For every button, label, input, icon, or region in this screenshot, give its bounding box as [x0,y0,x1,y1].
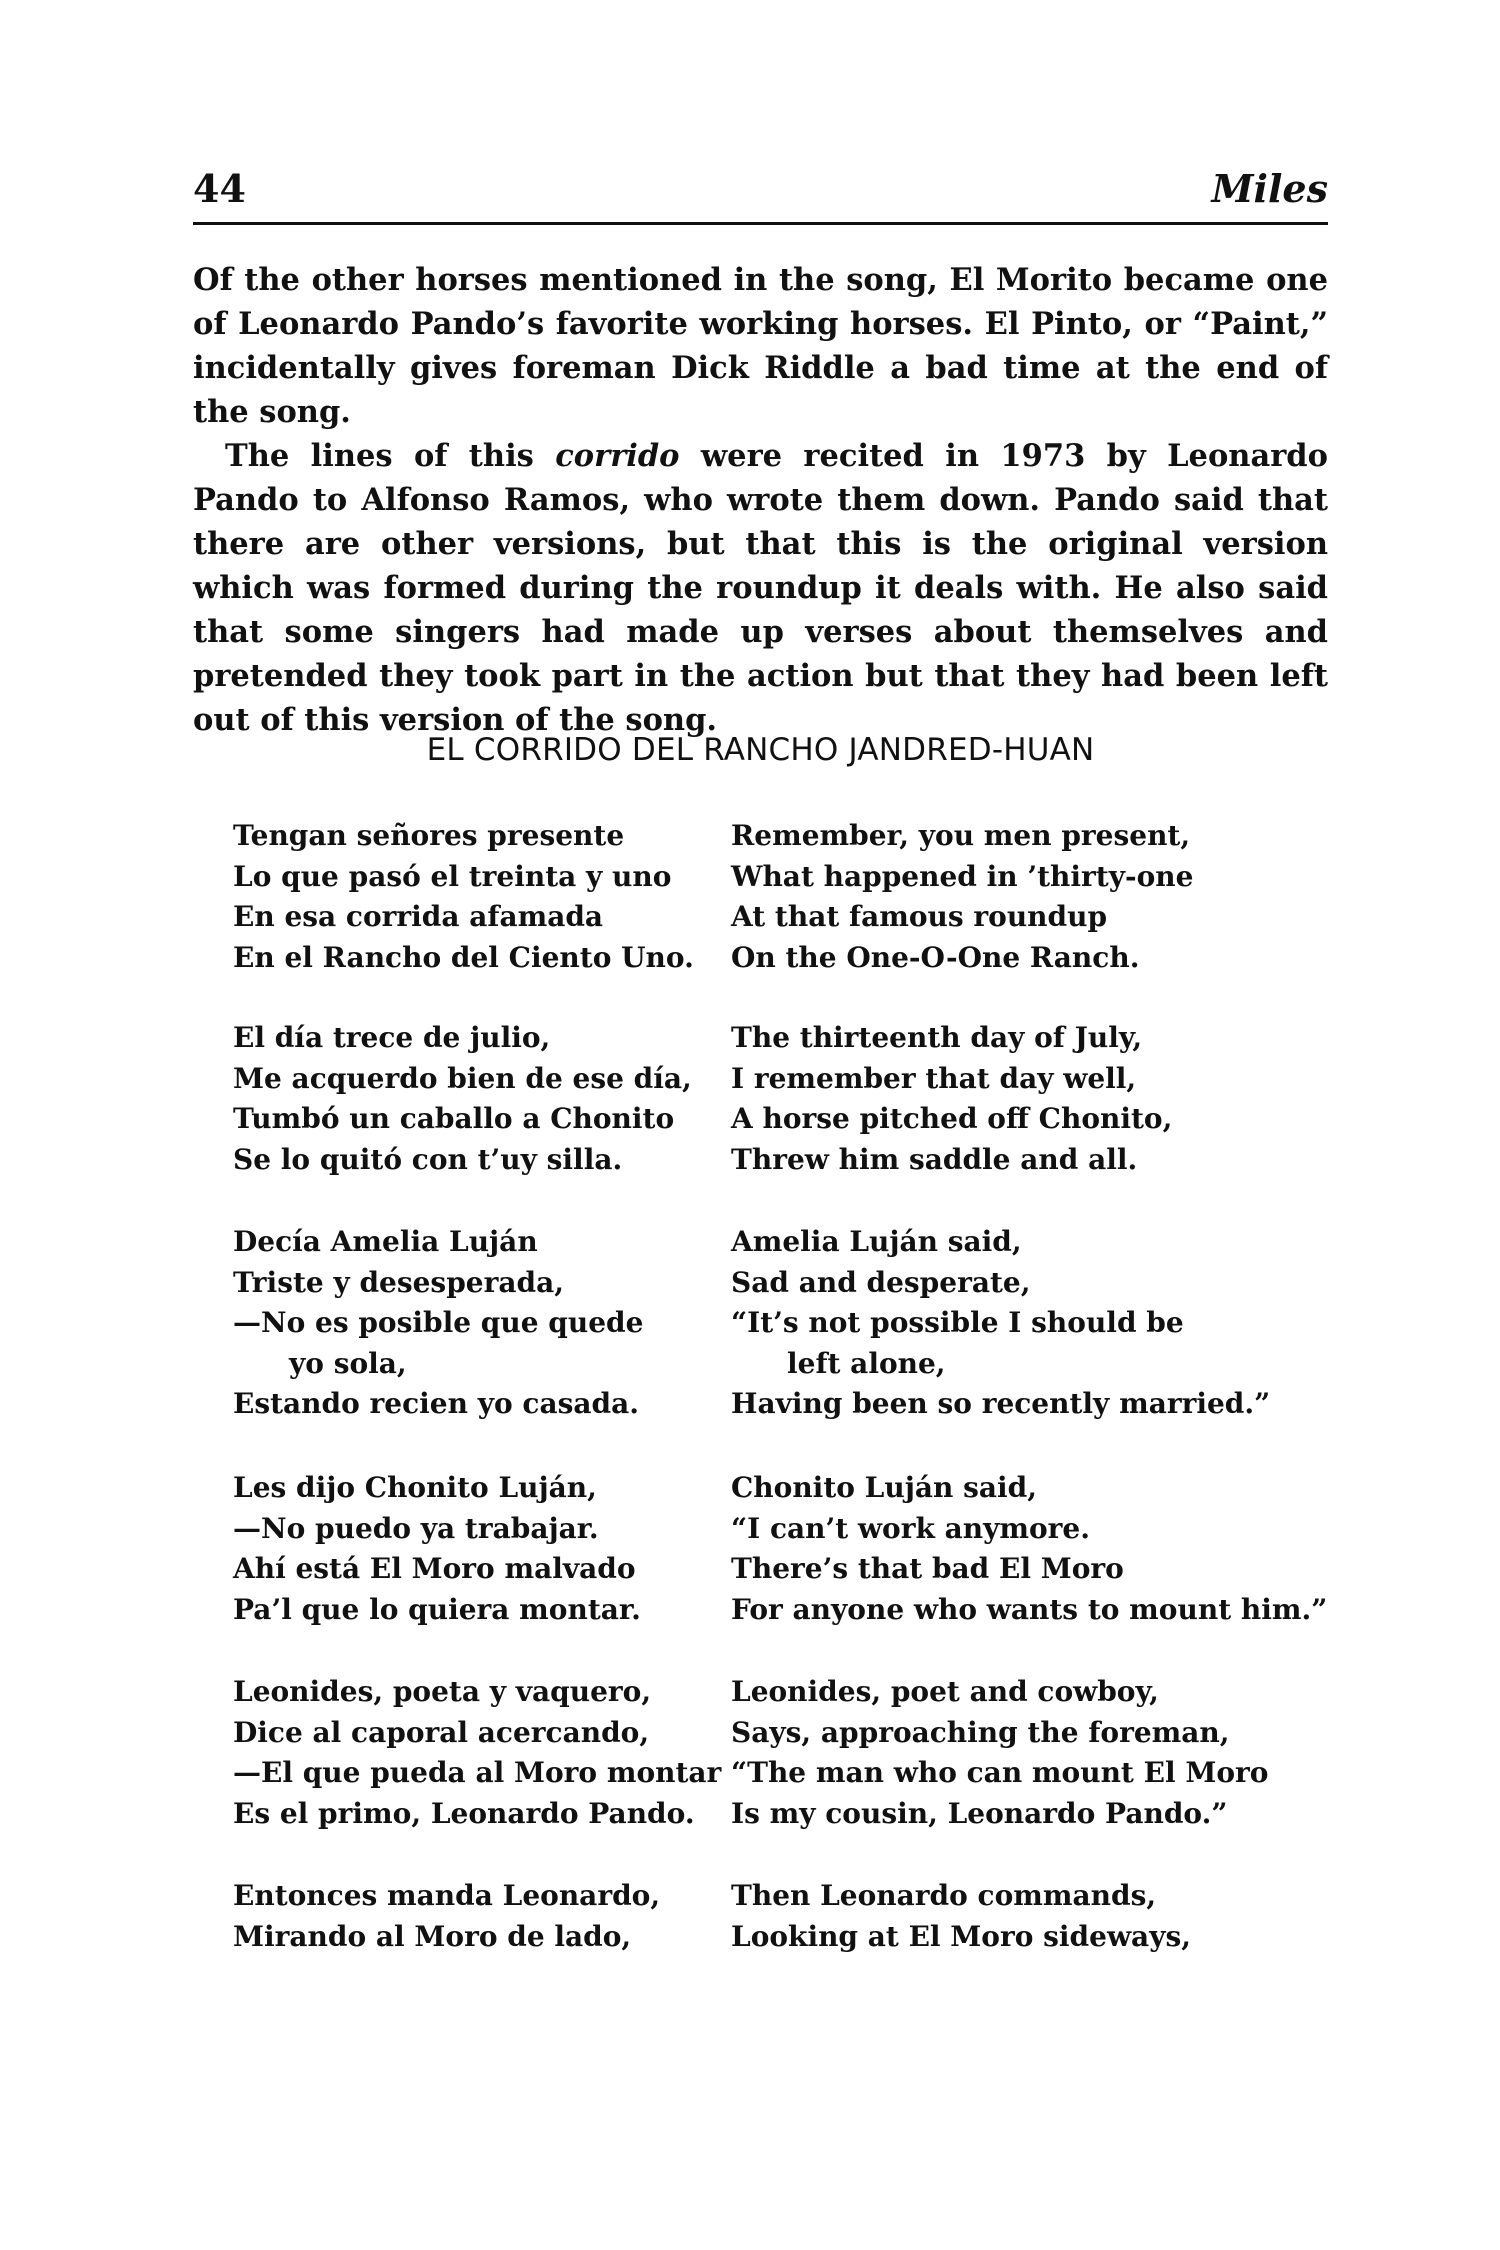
intro-text [193,258,1328,742]
verse-line: En el Rancho del Ciento Uno. [233,940,694,974]
verse-line: Es el primo, Leonardo Pando. [233,1796,695,1830]
stanza-english [731,1672,1268,1834]
verse-line: Entonces manda Leonardo, [233,1879,661,1912]
verse-line: En esa corrida afamada [233,900,604,933]
verse-line: “I can’t work anymore. [731,1511,1090,1545]
verse-line: Tengan señores presente [233,819,625,852]
verse-line: Estando recien yo casada. [233,1387,639,1420]
stanza-spanish [233,1468,641,1630]
stanza-english [731,816,1193,978]
verse-line: yo sola, [289,1346,407,1380]
verse-line: I remember that day well, [731,1061,1137,1095]
verse-line: A horse pitched off Chonito, [731,1102,1173,1135]
song-title: EL CORRIDO DEL RANCHO JANDRED-HUAN [426,732,1095,768]
verse-line: Lo que pasó el treinta y uno [233,859,672,893]
paragraph: The lines of this corrido were recited in 1973 by Leonardo Pando to Alfonso Ramos, who wrote them down. Pando said that there are other versions, but that this is the original version which was formed during the roundup it deals with. He also said that some singers had made up verses about themselves and pretended they took part in the action but that they had been left out of this version of the song. [193,438,1328,738]
verse-line: Decía Amelia Luján [233,1225,538,1258]
verse-line: Se lo quitó con t’uy silla. [233,1142,623,1176]
verse-line: Amelia Luján said, [731,1225,1022,1258]
italic-term: corrido [555,438,680,474]
page-number: 44 [193,166,246,211]
stanza-english [731,1018,1172,1180]
verse-line: Says, approaching the foreman, [731,1715,1230,1749]
stanza-spanish [233,1672,721,1834]
verse-line: The thirteenth day of July, [731,1021,1143,1054]
paragraph: Of the other horses mentioned in the song, El Morito became one of Leonardo Pando’s favorite working horses. El Pinto, or “Paint,” incidentally gives foreman Dick Riddle a bad time at the end of the song. [193,262,1328,430]
stanza-spanish [233,1222,643,1425]
verse-line: At that famous roundup [731,900,1108,933]
stanza-english [731,1468,1327,1630]
verse-line: Me acquerdo bien de ese día, [233,1061,692,1095]
verse-line: Triste y desesperada, [233,1265,564,1299]
page-header [193,166,1328,225]
verse-line: left alone, [787,1346,946,1380]
verse-line: Leonides, poeta y vaquero, [233,1675,652,1708]
verse-line: Sad and desperate, [731,1265,1031,1299]
verse-line: Ahí está El Moro malvado [233,1552,636,1585]
stanza-spanish [233,1876,660,1957]
verse-line: For anyone who wants to mount him.” [731,1592,1328,1626]
verse-line: Having been so recently married.” [731,1387,1271,1420]
verse-line: There’s that bad El Moro [731,1552,1124,1585]
verse-line: Mirando al Moro de lado, [233,1919,632,1953]
verse-line: Is my cousin, Leonardo Pando.” [731,1796,1228,1830]
verse-line: —No es posible que quede [233,1306,644,1339]
running-head: Miles [1211,166,1328,211]
verse-line: —No puedo ya trabajar. [233,1511,599,1545]
stanza-spanish [233,1018,692,1180]
verse-line: “It’s not possible I should be [731,1306,1184,1339]
verse-line: What happened in ’thirty-one [731,859,1194,893]
verse-line: Threw him saddle and all. [731,1142,1138,1176]
verse-line: El día trece de julio, [233,1021,551,1054]
verse-line: “The man who can mount El Moro [731,1756,1269,1789]
verse-line: —El que pueda al Moro montar [233,1756,722,1789]
verse-line: Chonito Luján said, [731,1471,1037,1504]
verse-line: Remember, you men present, [731,819,1191,852]
verse-line: Tumbó un caballo a Chonito [233,1102,675,1135]
verse-line: Dice al caporal acercando, [233,1715,650,1749]
stanza-english [731,1876,1191,1957]
verse-line: Leonides, poet and cowboy, [731,1675,1159,1708]
verse-line: Then Leonardo commands, [731,1879,1157,1912]
verse-line: On the One-O-One Ranch. [731,940,1140,974]
verse-line: Pa’l que lo quiera montar. [233,1592,641,1626]
verse-line: Looking at El Moro sideways, [731,1919,1191,1953]
verse-line: Les dijo Chonito Luján, [233,1471,597,1504]
stanza-english [731,1222,1270,1425]
stanza-spanish [233,816,694,978]
